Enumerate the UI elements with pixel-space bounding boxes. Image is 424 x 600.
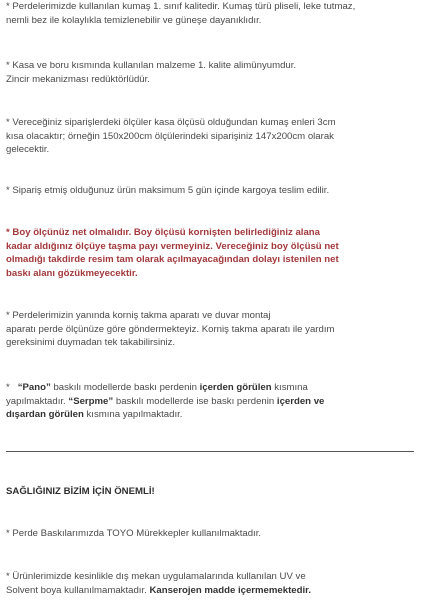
section-divider xyxy=(6,451,414,452)
info-paragraph-ink: * Perde Baskılarımızda TOYO Mürekkepler kullanılmaktadır. xyxy=(6,528,262,539)
info-paragraph-mounting: * Perdelerimizin yanında korniş takma aparatı ve duvar montaj aparatı perde ölçünüze göre göndermekteyiz. Korniş takma aparatı ile yardım gereksinimi duymadan tek takabilirsiniz. xyxy=(6,310,335,348)
info-paragraph-fabric: * Perdelerimizde kullanılan kumaş 1. sınıf kalitedir. Kumaş türü pliseli, leke tutmaz, nemli bez ile kolaylıkla temizlenebilir ve güneşe dayanıklıdır. xyxy=(6,1,356,26)
info-paragraph-shipping: * Sipariş etmiş olduğunuz ürün maksimum 5 gün içinde kargoya teslim edilir. xyxy=(6,185,330,196)
info-paragraph-measurements: * Vereceğiniz siparişlerdeki ölçüler kasa ölçüsü olduğundan kumaş enleri 3cm kısa olacaktır; örneğin 150x200cm ölçülerindeki siparişiniz 147x200cm olarak gelecektir. xyxy=(6,117,336,155)
info-paragraph-frame: * Kasa ve boru kısmında kullanılan malzeme 1. kalite alimünyumdur. Zincir mekanizması redüktörlüdür. xyxy=(6,60,297,85)
info-paragraph-print-types: * “Pano” baskılı modellerde baskı perdenin içerden görülen kısmına yapılmaktadır. “Serpme” baskılı modellerde ise baskı perdenin içerden ve dışardan görülen kısmına yapılmaktadır. xyxy=(6,382,325,420)
health-heading: SAĞLIĞINIZ BİZİM İÇİN ÖNEMLİ! xyxy=(6,486,155,497)
info-paragraph-outdoor-paint: * Ürünlerimizde kesinlikle dış mekan uygulamalarında kullanılan UV ve Solvent boya kullanılmamaktadır. Kanserojen madde içermemektedir. xyxy=(6,571,312,596)
info-paragraph-height-warning: * Boy ölçünüz net olmalıdır. Boy ölçüsü kornişten belirlediğiniz alana kadar aldığınız ölçüye taşma payı vermeyiniz. Vereceğiniz boy ölçüsü net olmadığı takdirde resim tam olarak açılmayacağından dolayı istenilen net baskı alanı gözükmeyecektir. xyxy=(6,227,339,279)
